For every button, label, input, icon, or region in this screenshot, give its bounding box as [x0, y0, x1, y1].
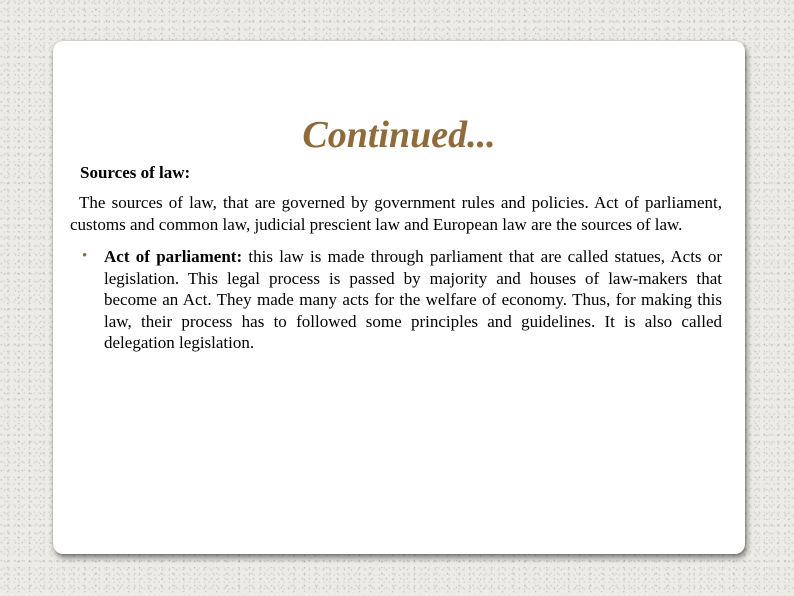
- bullet-item: [70, 246, 722, 354]
- section-heading: Sources of law:: [80, 163, 191, 182]
- bullet-icon: •: [82, 248, 88, 264]
- slide-title: Continued...: [302, 114, 496, 156]
- slide-content: [70, 162, 722, 354]
- bullet-term: Act of parliament:: [104, 247, 243, 266]
- bullet-list: [70, 246, 722, 354]
- intro-paragraph: The sources of law, that are governed by government rules and policies. Act of parliament, customs and common law, judicial prescient law and European law are the sources of law.: [70, 193, 722, 234]
- bullet-text: this law is made through parliament that are called statues, Acts or legislation. This legal process is passed by majority and houses of law-makers that become an Act. They made many acts for the welfare of economy. Thus, for making this law, their process has to followed some principles and guidelines. It is also called delegation legislation.: [104, 247, 722, 352]
